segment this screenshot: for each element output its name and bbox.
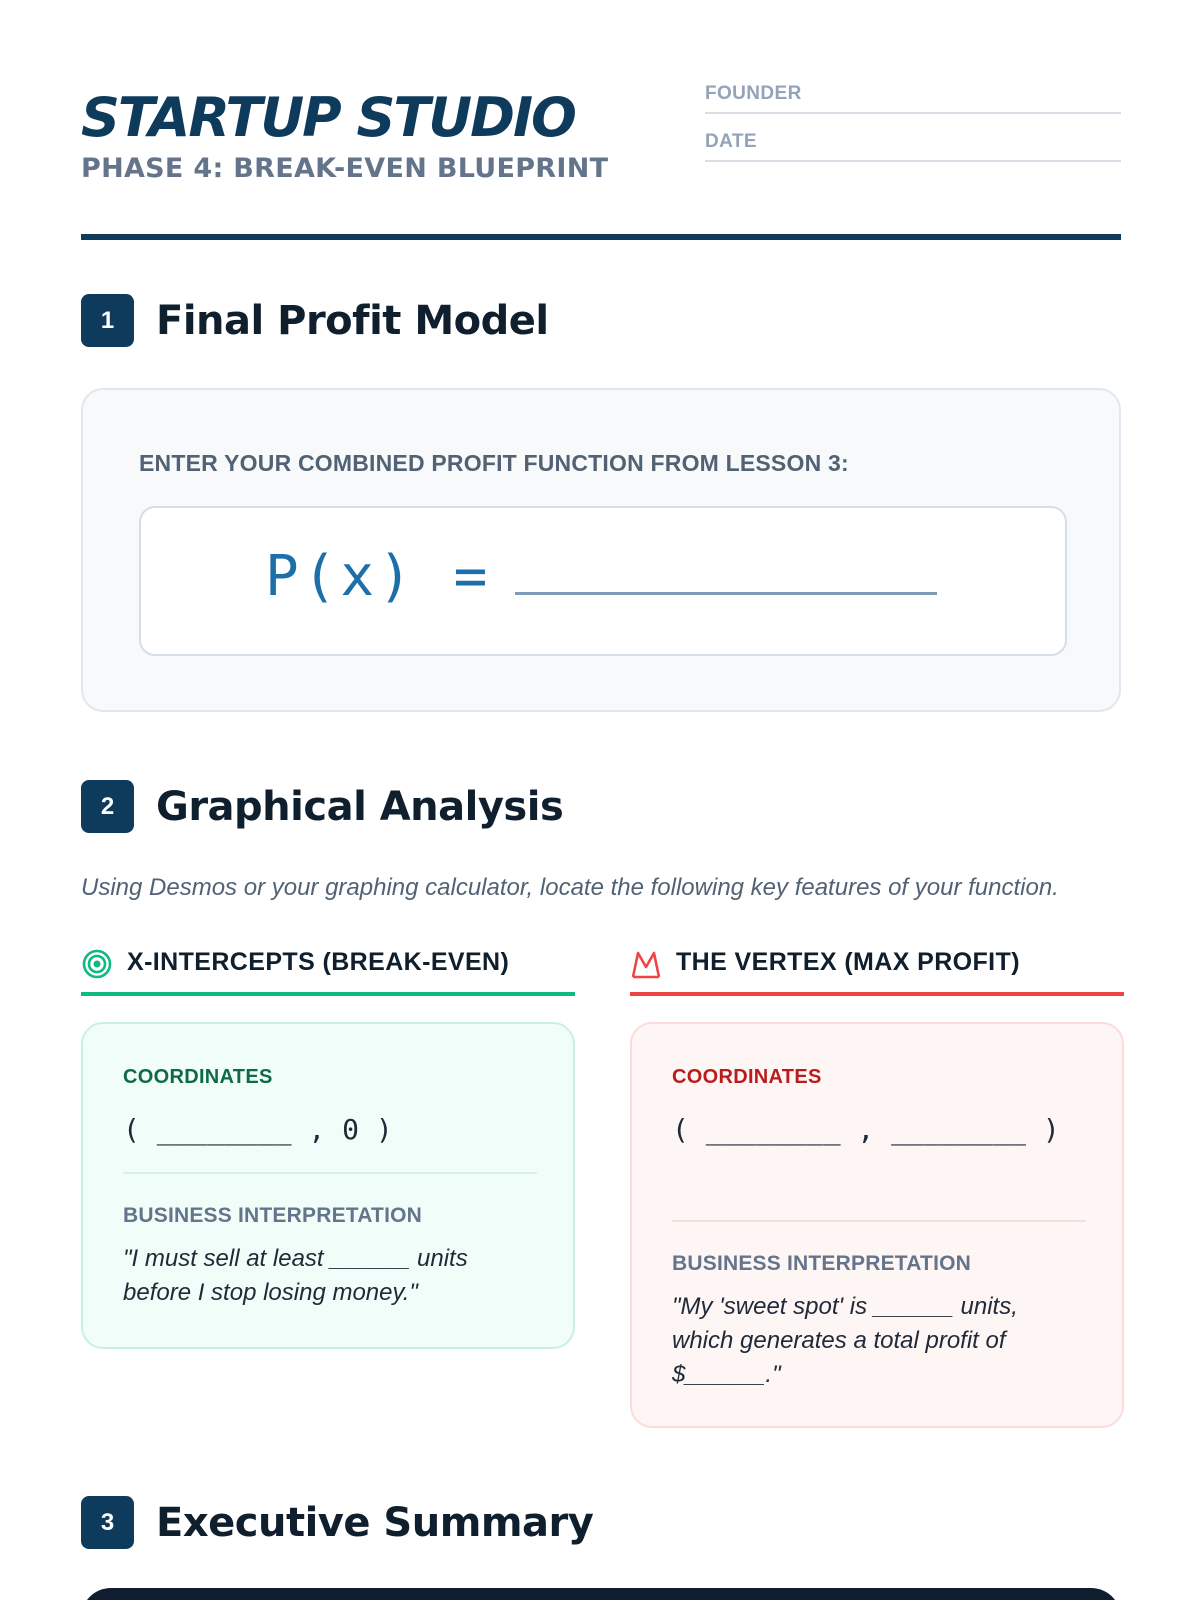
date-field[interactable] xyxy=(705,128,1121,162)
card-divider xyxy=(123,1172,537,1174)
card-divider xyxy=(672,1220,1086,1222)
x-intercepts-title: X-INTERCEPTS (BREAK-EVEN) xyxy=(127,948,510,976)
business-interpretation-label: BUSINESS INTERPRETATION xyxy=(123,1204,423,1227)
coordinates-label: COORDINATES xyxy=(672,1066,822,1088)
vertex-underline xyxy=(630,992,1124,996)
executive-summary-panel xyxy=(81,1588,1121,1600)
business-interpretation-label: BUSINESS INTERPRETATION xyxy=(672,1252,972,1275)
section-number-badge: 1 xyxy=(81,294,134,347)
formula-blank-line xyxy=(515,592,937,595)
section-title: Graphical Analysis xyxy=(156,783,564,830)
coordinates-label: COORDINATES xyxy=(123,1066,273,1088)
break-even-interpretation[interactable]: "I must sell at least ______ units before I stop losing money." xyxy=(123,1245,468,1306)
target-icon xyxy=(81,948,113,980)
section-number-badge: 2 xyxy=(81,780,134,833)
section-title: Executive Summary xyxy=(156,1499,594,1546)
vertex-coordinate-field[interactable]: ( ________ , ________ ) xyxy=(672,1113,1060,1146)
header-divider xyxy=(81,234,1121,240)
profit-model-card xyxy=(81,388,1121,712)
worksheet-subtitle: PHASE 4: BREAK-EVEN BLUEPRINT xyxy=(81,153,609,184)
founder-field[interactable] xyxy=(705,80,1121,114)
section-heading-graphical-analysis xyxy=(81,780,563,833)
vertex-title: THE VERTEX (MAX PROFIT) xyxy=(676,948,1020,976)
profit-function-prompt: ENTER YOUR COMBINED PROFIT FUNCTION FROM LESSON 3: xyxy=(139,450,849,476)
x-intercepts-card xyxy=(81,1022,575,1349)
max-profit-interpretation[interactable]: "My 'sweet spot' is ______ units, which generates a total profit of $______." xyxy=(672,1293,1018,1388)
section-heading-final-profit-model xyxy=(81,294,549,347)
date-label: DATE xyxy=(705,131,757,152)
brand-title: STARTUP STUDIO xyxy=(81,86,575,149)
founder-label: FOUNDER xyxy=(705,83,802,104)
x-intercepts-underline xyxy=(81,992,575,996)
x-intercepts-heading xyxy=(81,942,575,996)
section-number-badge: 3 xyxy=(81,1496,134,1549)
section-heading-executive-summary xyxy=(81,1496,593,1549)
formula-lhs: P(x) = xyxy=(265,544,492,609)
profit-function-input[interactable] xyxy=(139,506,1067,656)
analysis-instructions: Using Desmos or your graphing calculator, locate the following key features of your function. xyxy=(81,874,1059,901)
mountain-peak-icon xyxy=(630,948,662,980)
vertex-card xyxy=(630,1022,1124,1428)
x-intercept-coordinate-field[interactable]: ( ________ , 0 ) xyxy=(123,1113,393,1146)
section-title: Final Profit Model xyxy=(156,297,549,344)
vertex-heading xyxy=(630,942,1124,996)
